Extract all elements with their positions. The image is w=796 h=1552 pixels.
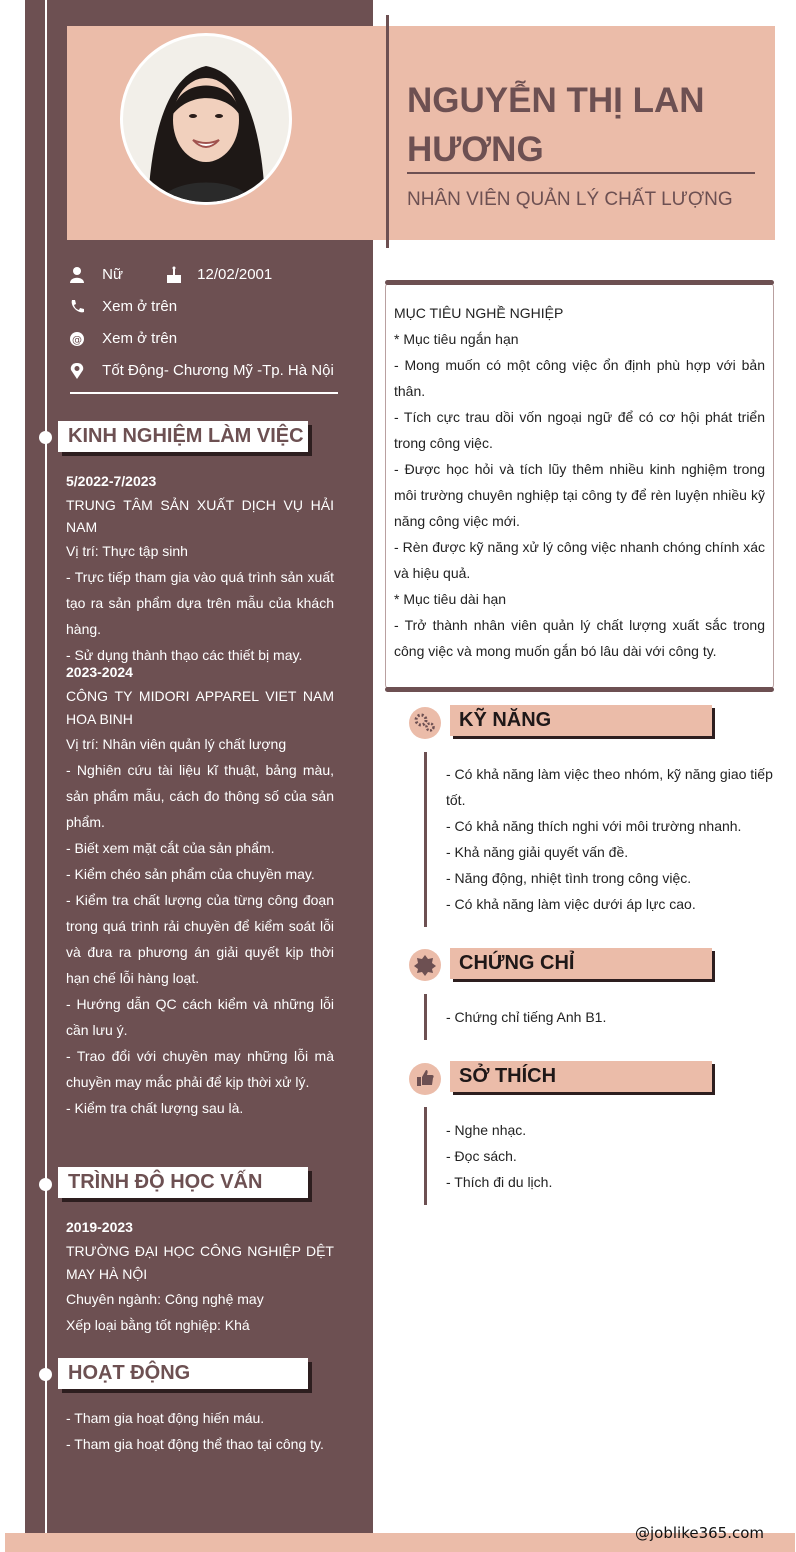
- svg-text:@: @: [72, 335, 82, 347]
- education-period: 2019-2023: [66, 1219, 133, 1235]
- skill-item: - Có khả năng làm việc dưới áp lực cao.: [446, 896, 696, 912]
- job-company: CÔNG TY MIDORI APPAREL VIET NAM HOA BINH: [66, 688, 334, 727]
- job-bullet: - Nghiên cứu tài liệu kĩ thuật, bảng màu, sản phẩm mẫu, cách đo thông số của sản phẩm.: [66, 762, 334, 830]
- header-divider: [386, 15, 389, 248]
- experience-job-2: [66, 659, 334, 1121]
- skill-item: - Khả năng giải quyết vấn đề.: [446, 844, 629, 860]
- address-row: [68, 362, 334, 380]
- education-entry: [66, 1214, 334, 1338]
- hobbies-line: [424, 1107, 427, 1205]
- activity-item: - Tham gia hoạt động hiến máu.: [66, 1410, 265, 1426]
- email-at-icon: [68, 330, 86, 348]
- job-period: 5/2022-7/2023: [66, 473, 157, 489]
- skill-item: - Có khả năng làm việc theo nhóm, kỹ năng giao tiếp tốt.: [446, 766, 773, 808]
- timeline-line: [45, 0, 47, 1552]
- skill-item: - Năng động, nhiệt tình trong công việc.: [446, 870, 692, 886]
- job-bullet: - Biết xem mặt cắt của sản phẩm.: [66, 840, 275, 856]
- certificates-list: [446, 1004, 776, 1030]
- birthday-value: 12/02/2001: [197, 266, 273, 283]
- phone-value: Xem ở trên: [102, 298, 178, 315]
- person-icon: [68, 266, 86, 284]
- objective-item: - Được học hỏi và tích lũy thêm nhiều kinh nghiệm trong môi trường chuyên nghiệp tại công ty để rèn luyện nhiều kỹ năng công việc mới.: [394, 461, 765, 529]
- job-bullet: - Kiểm tra chất lượng sau là.: [66, 1100, 244, 1116]
- name-line-1: NGUYỄN THỊ LAN: [407, 81, 705, 120]
- objective-long-label: * Mục tiêu dài hạn: [394, 591, 507, 607]
- contact-divider: [70, 392, 338, 394]
- job-period: 2023-2024: [66, 664, 133, 680]
- experience-job-1: [66, 468, 334, 668]
- timeline-dot: [39, 431, 52, 444]
- activities-heading: HOẠT ĐỘNG: [58, 1358, 308, 1389]
- activities-list: [66, 1405, 334, 1457]
- activity-item: - Tham gia hoạt động thể thao tại công ty.: [66, 1436, 324, 1452]
- job-company: TRUNG TÂM SẢN XUẤT DỊCH VỤ HẢI NAM: [66, 497, 334, 535]
- certificates-line: [424, 994, 427, 1040]
- hobby-item: - Thích đi du lịch.: [446, 1174, 553, 1190]
- location-pin-icon: [68, 362, 86, 380]
- objective-item: - Rèn được kỹ năng xử lý công việc nhanh chóng chính xác và hiệu quả.: [394, 539, 765, 581]
- badge-icon: [409, 949, 441, 981]
- job-position: Vị trí: Thực tập sinh: [66, 543, 188, 559]
- job-bullet: - Hướng dẫn QC cách kiểm và những lỗi cần lưu ý.: [66, 996, 334, 1038]
- birthday-cake-icon: [165, 266, 183, 284]
- objective-short-label: * Mục tiêu ngắn hạn: [394, 331, 519, 347]
- education-school: TRƯỜNG ĐẠI HỌC CÔNG NGHIỆP DỆT MAY HÀ NỘI: [66, 1243, 334, 1282]
- candidate-name: [407, 76, 747, 174]
- job-title: NHÂN VIÊN QUẢN LÝ CHẤT LƯỢNG: [407, 189, 733, 210]
- objective-top-rule: [385, 280, 774, 285]
- skills-line: [424, 752, 427, 927]
- objective-item: - Trở thành nhân viên quản lý chất lượng xuất sắc trong công việc và mong muốn gắn bó lâu dài với công ty.: [394, 617, 765, 659]
- footer-brand: @joblike365.com: [635, 1524, 765, 1542]
- objective-heading: MỤC TIÊU NGHỀ NGHIỆP: [394, 305, 564, 321]
- phone-row: [68, 298, 177, 316]
- job-bullet: - Sử dụng thành thạo các thiết bị may.: [66, 647, 303, 663]
- objective-item: - Tích cực trau dồi vốn ngoại ngữ để có cơ hội phát triển trong công việc.: [394, 409, 765, 451]
- certificate-item: - Chứng chỉ tiếng Anh B1.: [446, 1009, 607, 1025]
- education-grade: Xếp loại bằng tốt nghiệp: Khá: [66, 1317, 250, 1333]
- objective-content: [394, 300, 765, 664]
- address-value: Tốt Động- Chương Mỹ -Tp. Hà Nội: [102, 362, 334, 379]
- experience-heading: KINH NGHIỆM LÀM VIỆC: [58, 421, 308, 452]
- skill-item: - Có khả năng thích nghi với môi trường nhanh.: [446, 818, 742, 834]
- name-underline: [407, 172, 755, 174]
- job-bullet: - Trao đổi với chuyền may những lỗi mà chuyền may mắc phải để kịp thời xử lý.: [66, 1048, 334, 1090]
- birthday-row: [165, 266, 272, 284]
- profile-photo: [120, 33, 292, 205]
- job-bullet: - Trực tiếp tham gia vào quá trình sản xuất tạo ra sản phẩm dựa trên mẫu của khách hàng.: [66, 569, 334, 637]
- job-bullet: - Kiểm tra chất lượng của từng công đoạn trong quá trình rải chuyền để kiểm soát lỗi và đưa ra phương án giải quyết kịp thời hạn chế lỗi hàng loạt.: [66, 892, 334, 986]
- name-line-2: HƯƠNG: [407, 130, 544, 169]
- timeline-dot: [39, 1178, 52, 1191]
- hobby-item: - Đọc sách.: [446, 1148, 517, 1164]
- hobbies-heading: SỞ THÍCH: [450, 1061, 712, 1092]
- education-major: Chuyên ngành: Công nghệ may: [66, 1291, 264, 1307]
- education-heading: TRÌNH ĐỘ HỌC VẤN: [58, 1167, 308, 1198]
- email-value: Xem ở trên: [102, 330, 178, 347]
- objective-bottom-rule: [385, 687, 774, 692]
- skills-list: [446, 761, 776, 917]
- hobby-item: - Nghe nhạc.: [446, 1122, 527, 1138]
- job-position: Vị trí: Nhân viên quản lý chất lượng: [66, 736, 287, 752]
- phone-icon: [68, 298, 86, 316]
- job-bullet: - Kiểm chéo sản phẩm của chuyền may.: [66, 866, 315, 882]
- skills-heading: KỸ NĂNG: [450, 705, 712, 736]
- gender-value: Nữ: [102, 266, 124, 283]
- timeline-dot: [39, 1368, 52, 1381]
- gender-row: [68, 266, 123, 284]
- email-row: [68, 330, 177, 348]
- gears-icon: [409, 707, 441, 739]
- objective-item: - Mong muốn có một công việc ổn định phù hợp với bản thân.: [394, 357, 765, 399]
- hobbies-list: [446, 1117, 776, 1195]
- certificates-heading: CHỨNG CHỈ: [450, 948, 712, 979]
- thumbs-up-icon: [409, 1063, 441, 1095]
